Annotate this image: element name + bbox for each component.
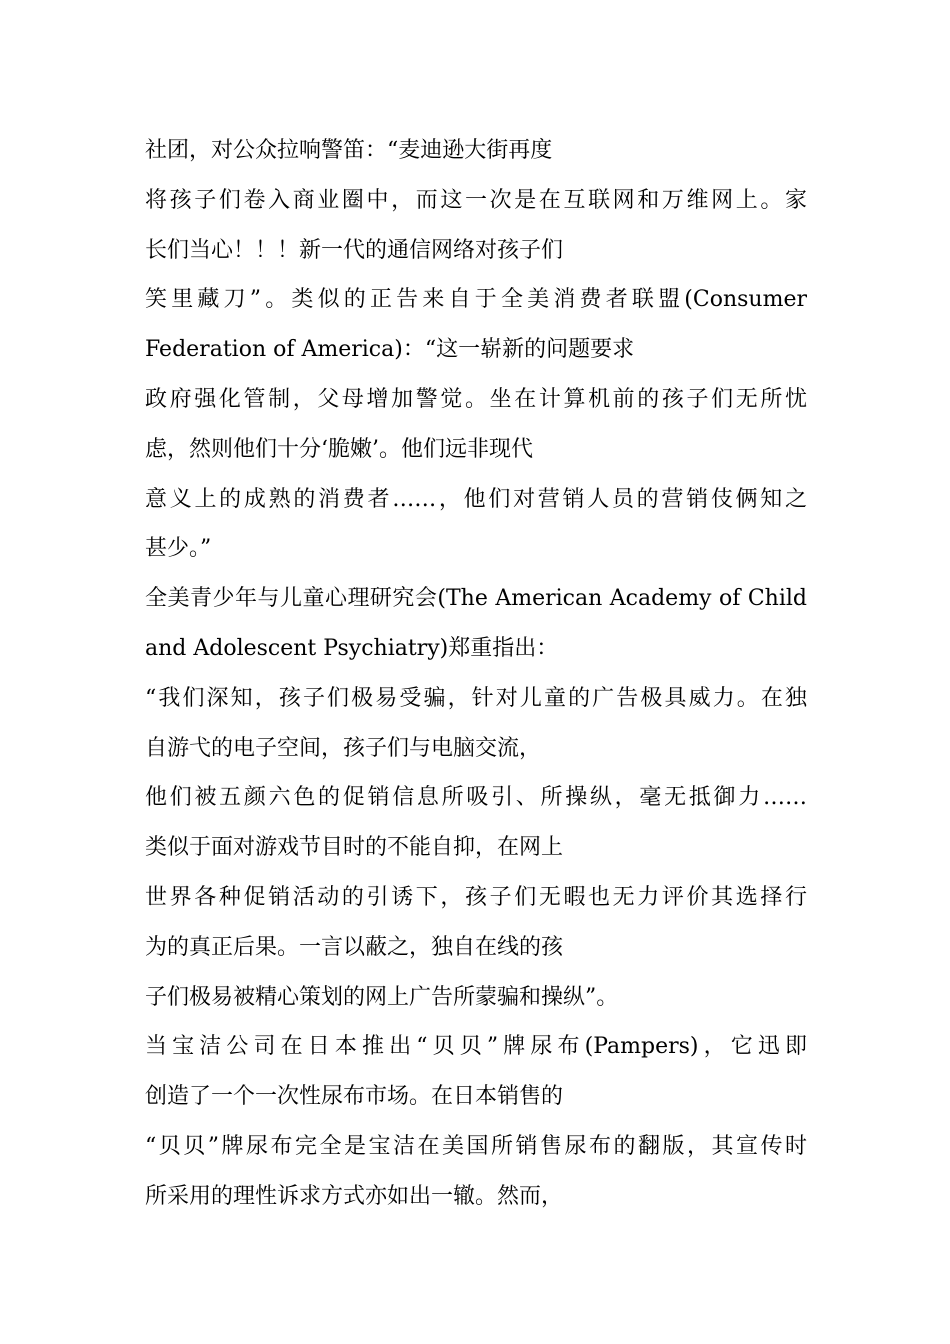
text-line: 将孩子们卷入商业圈中，而这一次是在互联网和万维网上。家 bbox=[145, 187, 807, 213]
text-line: 世界各种促销活动的引诱下，孩子们无暇也无力评价其选择行 bbox=[145, 884, 807, 910]
text-line: 当宝洁公司在日本推出“贝贝”牌尿布(Pampers)，它迅即 bbox=[145, 1034, 807, 1060]
text-line: 所采用的理性诉求方式亦如出一辙。然而， bbox=[145, 1183, 564, 1209]
text-line: 虑，然则他们十分‘脆嫩’。他们远非现代 bbox=[145, 436, 533, 462]
text-line: 类似于面对游戏节目时的不能自抑，在网上 bbox=[145, 835, 564, 861]
text-line: 子们极易被精心策划的网上广告所蒙骗和操纵”。 bbox=[145, 984, 619, 1010]
text-line: “贝贝”牌尿布完全是宝洁在美国所销售尿布的翻版，其宣传时 bbox=[145, 1133, 807, 1159]
text-line: “我们深知，孩子们极易受骗，针对儿童的广告极具威力。在独 bbox=[145, 685, 807, 711]
text-line: and Adolescent Psychiatry)郑重指出： bbox=[145, 635, 559, 661]
text-line: 政府强化管制，父母增加警觉。坐在计算机前的孩子们无所忧 bbox=[145, 386, 807, 412]
text-line: 意义上的成熟的消费者……，他们对营销人员的营销伎俩知之 bbox=[145, 486, 807, 512]
text-line: 他们被五颜六色的促销信息所吸引、所操纵，毫无抵御力…… bbox=[145, 785, 807, 811]
text-line: 长们当心！！！新一代的通信网络对孩子们 bbox=[145, 237, 564, 263]
text-line: 为的真正后果。一言以蔽之，独自在线的孩 bbox=[145, 934, 564, 960]
text-line: 甚少。” bbox=[145, 536, 212, 562]
text-line: Federation of America)：“这一崭新的问题要求 bbox=[145, 337, 635, 363]
text-line: 自游弋的电子空间，孩子们与电脑交流， bbox=[145, 735, 542, 761]
text-line: 笑里藏刀”。类似的正告来自于全美消费者联盟(Consumer bbox=[145, 287, 807, 313]
text-line: 创造了一个一次性尿布市场。在日本销售的 bbox=[145, 1084, 564, 1110]
text-line: 全美青少年与儿童心理研究会(The American Academy of Child bbox=[145, 586, 807, 612]
text-line: 社团，对公众拉响警笛：“麦迪逊大街再度 bbox=[145, 138, 553, 163]
document-body bbox=[145, 126, 807, 1222]
